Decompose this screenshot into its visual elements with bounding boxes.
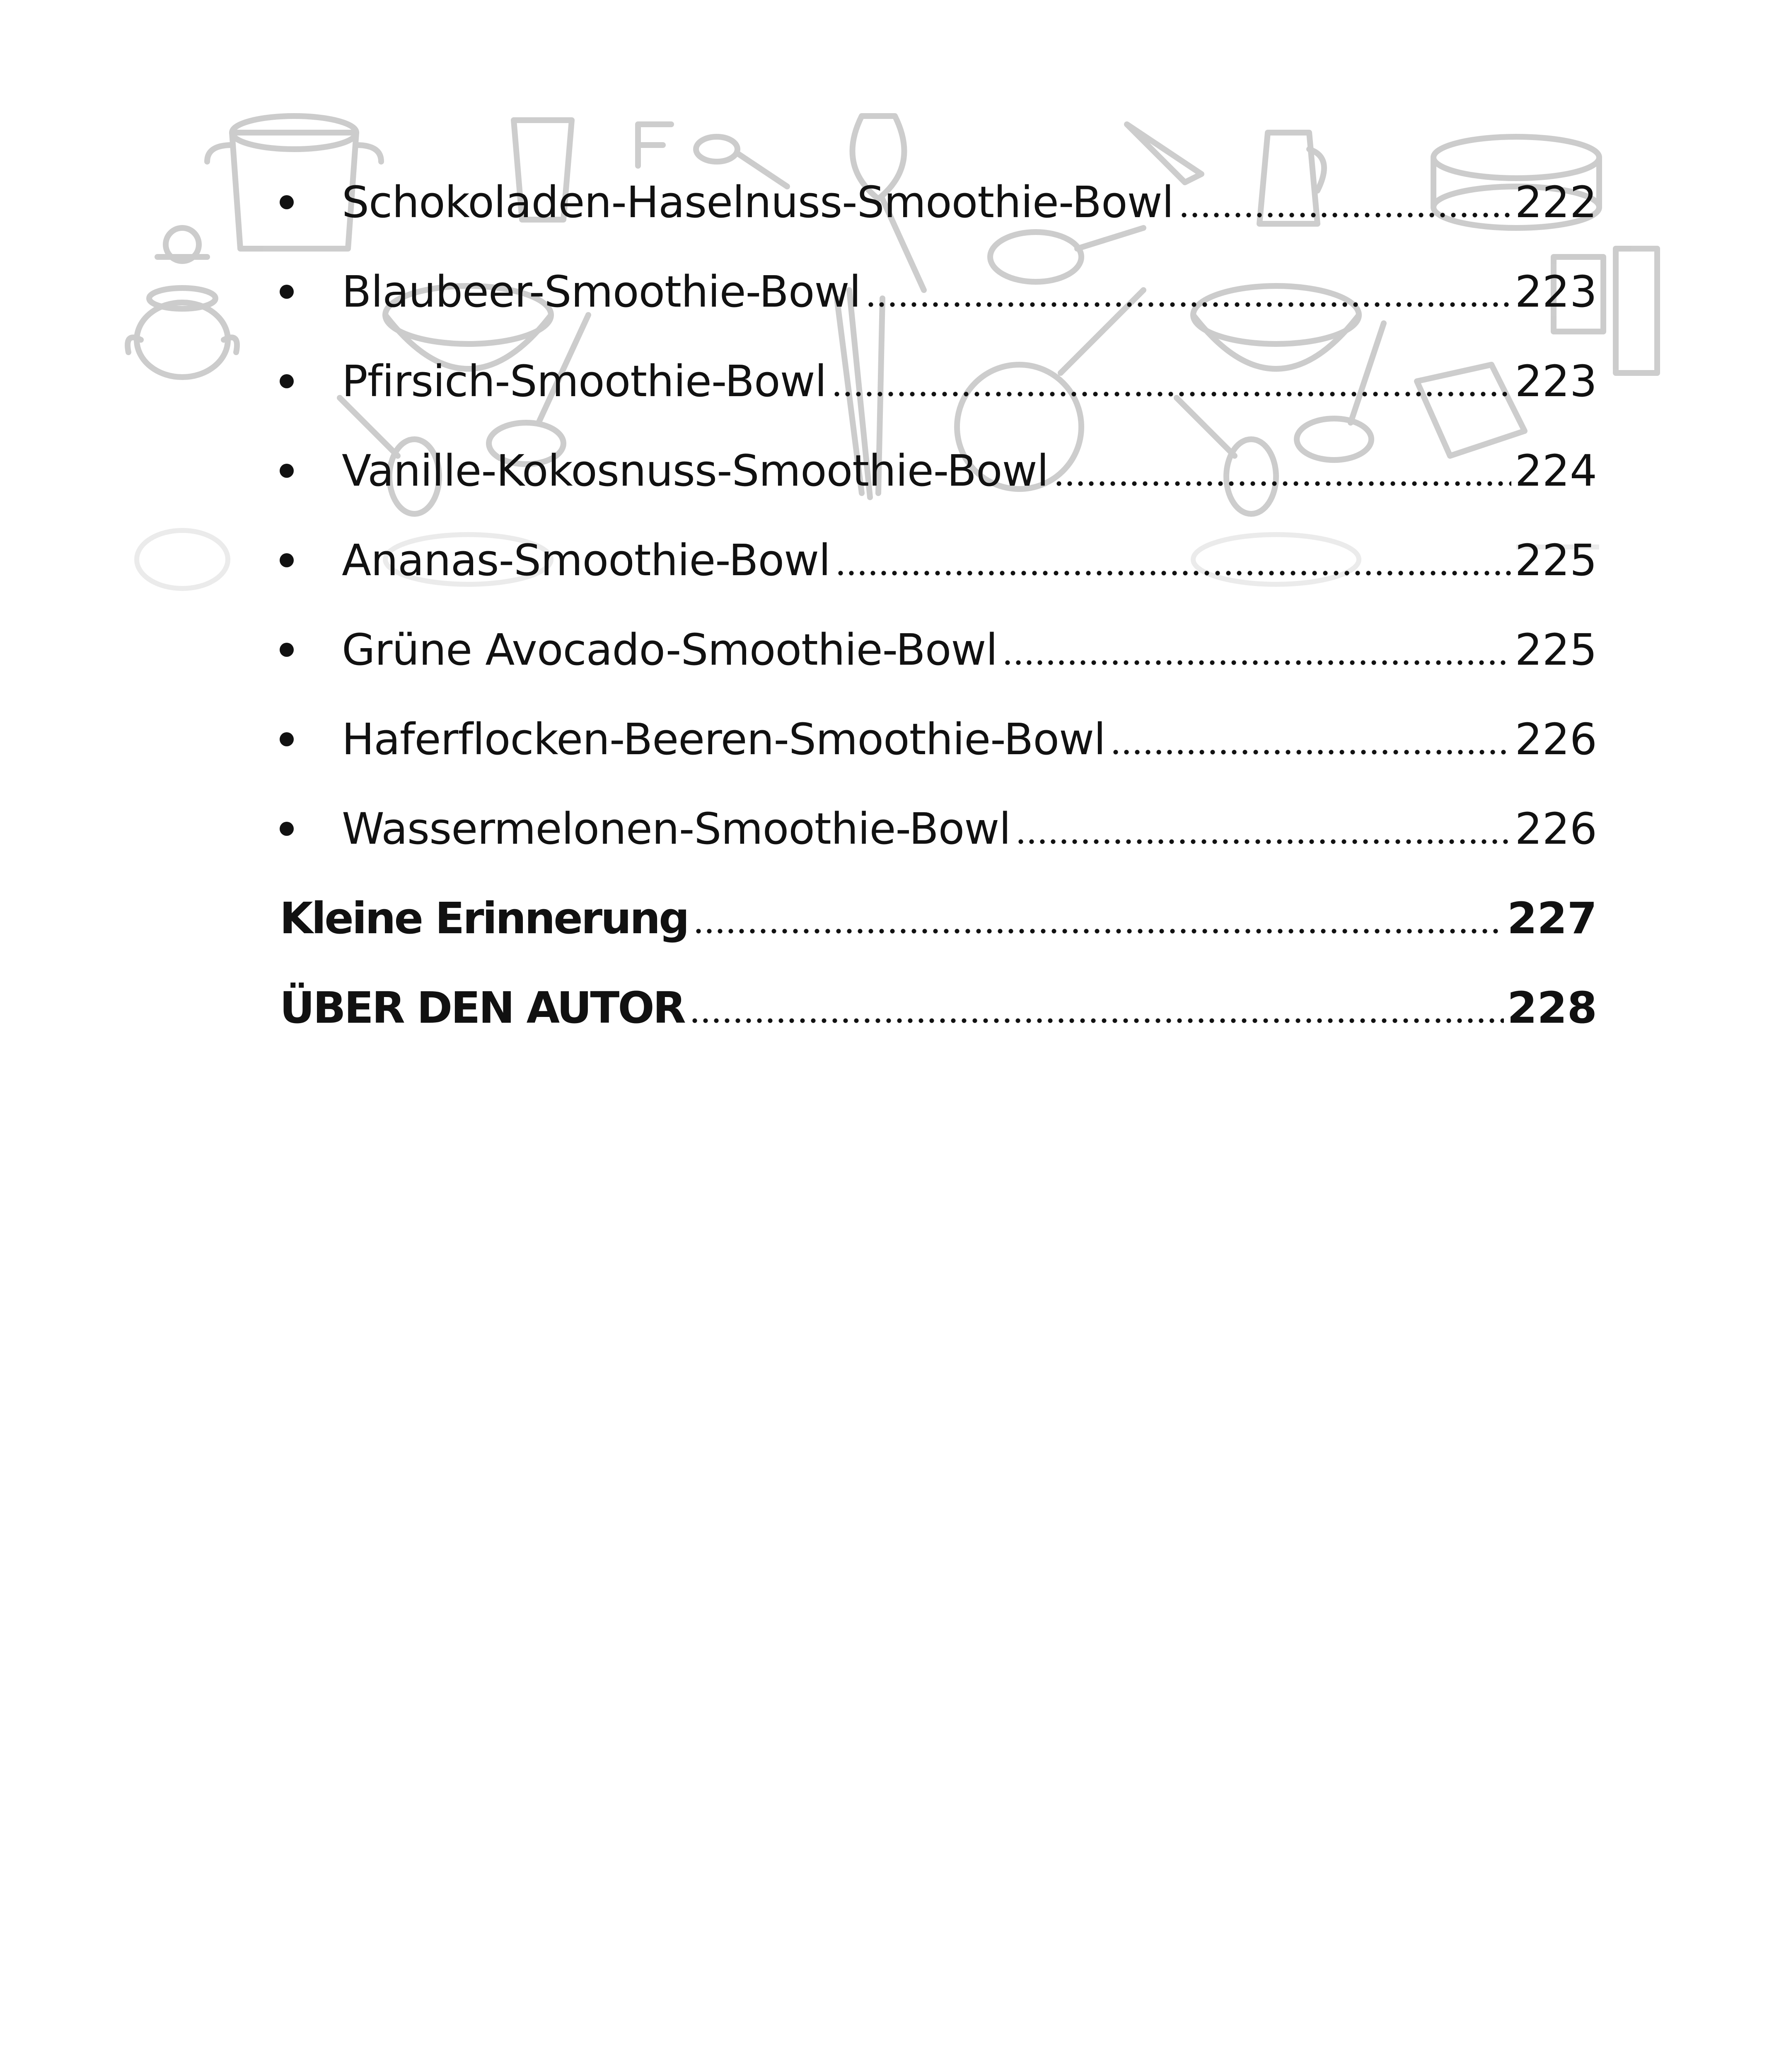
toc-entry-title: Blaubeer-Smoothie-Bowl bbox=[342, 266, 861, 317]
bullet-icon bbox=[280, 784, 342, 874]
toc-entry-title: Schokoladen-Haselnuss-Smoothie-Bowl bbox=[342, 177, 1174, 228]
toc-entry[interactable] bbox=[280, 247, 1597, 336]
toc-chapter-page: 227 bbox=[1507, 893, 1597, 944]
toc-entry-page: 225 bbox=[1515, 625, 1597, 675]
toc-entry-title: Grüne Avocado-Smoothie-Bowl bbox=[342, 625, 998, 675]
toc-entry-page: 224 bbox=[1515, 445, 1597, 496]
toc-entry[interactable] bbox=[280, 157, 1597, 247]
bullet-icon bbox=[280, 247, 342, 336]
bullet-icon bbox=[280, 426, 342, 516]
toc-entry-page: 226 bbox=[1515, 714, 1597, 765]
dot-leader bbox=[1054, 481, 1512, 487]
dot-leader bbox=[865, 302, 1511, 307]
dot-leader bbox=[1015, 839, 1511, 845]
table-of-contents bbox=[280, 157, 1597, 1053]
dot-leader bbox=[1179, 212, 1512, 218]
toc-entry[interactable] bbox=[280, 605, 1597, 695]
toc-chapter-page: 228 bbox=[1507, 983, 1597, 1033]
toc-entry-page: 226 bbox=[1515, 804, 1597, 854]
toc-chapter-title: ÜBER DEN AUTOR bbox=[280, 983, 684, 1033]
dot-leader bbox=[689, 1018, 1504, 1024]
toc-entry[interactable] bbox=[280, 784, 1597, 874]
toc-chapter[interactable] bbox=[280, 963, 1597, 1053]
bullet-icon bbox=[280, 605, 342, 695]
toc-entry[interactable] bbox=[280, 516, 1597, 605]
toc-entry-title: Wassermelonen-Smoothie-Bowl bbox=[342, 804, 1011, 854]
bullet-icon bbox=[280, 516, 342, 605]
dot-leader bbox=[835, 570, 1511, 576]
sugar-pot-icon bbox=[128, 228, 237, 377]
dot-leader bbox=[1002, 660, 1511, 666]
bullet-icon bbox=[280, 336, 342, 426]
toc-entry[interactable] bbox=[280, 426, 1597, 516]
toc-entry-page: 223 bbox=[1515, 356, 1597, 407]
toc-chapter[interactable] bbox=[280, 874, 1597, 963]
bullet-icon bbox=[280, 157, 342, 247]
toc-entry-page: 222 bbox=[1515, 177, 1597, 228]
dot-leader bbox=[1110, 749, 1512, 755]
toc-entry-page: 223 bbox=[1515, 266, 1597, 317]
toc-entry[interactable] bbox=[280, 336, 1597, 426]
toc-chapter-title: Kleine Erinnerung bbox=[280, 893, 688, 944]
toc-entry-title: Haferflocken-Beeren-Smoothie-Bowl bbox=[342, 714, 1105, 765]
dot-leader bbox=[831, 391, 1512, 397]
toc-entry[interactable] bbox=[280, 695, 1597, 784]
toc-entry-title: Pfirsich-Smoothie-Bowl bbox=[342, 356, 827, 407]
bullet-icon bbox=[280, 695, 342, 784]
toc-entry-title: Ananas-Smoothie-Bowl bbox=[342, 535, 831, 586]
toc-entry-page: 225 bbox=[1515, 535, 1597, 586]
dot-leader bbox=[693, 928, 1504, 934]
toc-entry-title: Vanille-Kokosnuss-Smoothie-Bowl bbox=[342, 445, 1049, 496]
